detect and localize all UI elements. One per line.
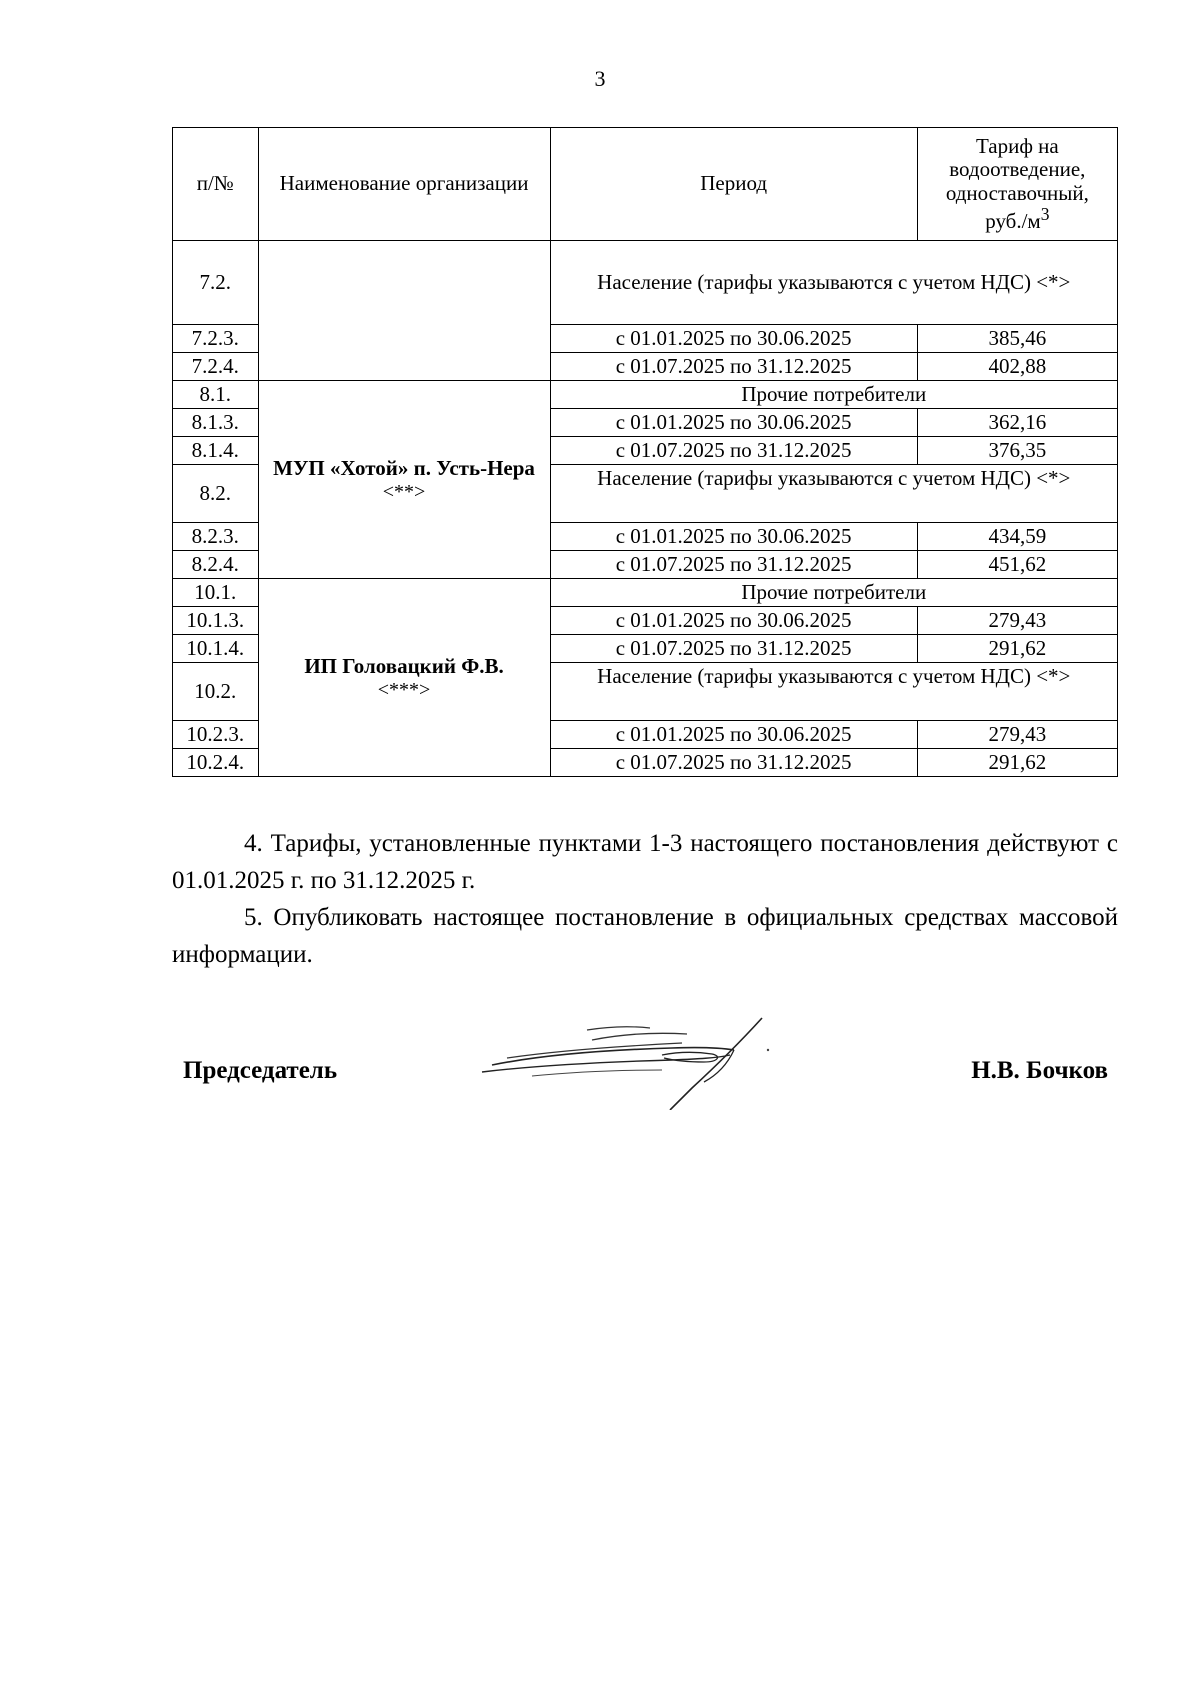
row-period: с 01.01.2025 по 30.06.2025 [550, 325, 917, 353]
row-num: 10.2. [173, 663, 259, 721]
row-period: с 01.07.2025 по 31.12.2025 [550, 353, 917, 381]
row-period: с 01.07.2025 по 31.12.2025 [550, 551, 917, 579]
row-tariff: 362,16 [917, 409, 1117, 437]
row-period: с 01.01.2025 по 30.06.2025 [550, 409, 917, 437]
table-row [173, 381, 1118, 409]
category-label: Население (тарифы указываются с учетом НДС) <*> [550, 241, 1117, 325]
row-tariff: 385,46 [917, 325, 1117, 353]
row-tariff: 291,62 [917, 749, 1117, 777]
org-cell-ip [258, 579, 550, 777]
row-num: 10.2.3. [173, 721, 259, 749]
row-num: 10.2.4. [173, 749, 259, 777]
handwritten-signature [472, 1010, 782, 1110]
table-row [173, 241, 1118, 325]
body-text [172, 825, 1118, 973]
row-num: 8.1.3. [173, 409, 259, 437]
row-num: 8.2.4. [173, 551, 259, 579]
category-label: Население (тарифы указываются с учетом НДС) <*> [550, 663, 1117, 721]
org-name: ИП Головацкий Ф.В. [304, 653, 504, 678]
org-name: МУП «Хотой» п. Усть-Нера [273, 455, 535, 480]
row-num: 7.2.4. [173, 353, 259, 381]
row-period: с 01.07.2025 по 31.12.2025 [550, 437, 917, 465]
category-label: Прочие потребители [550, 381, 1117, 409]
table-row [173, 579, 1118, 607]
row-tariff: 402,88 [917, 353, 1117, 381]
row-period: с 01.01.2025 по 30.06.2025 [550, 607, 917, 635]
tariff-table [172, 127, 1118, 777]
row-period: с 01.07.2025 по 31.12.2025 [550, 749, 917, 777]
header-tariff-unit-sup: 3 [1040, 203, 1050, 224]
category-label: Прочие потребители [550, 579, 1117, 607]
row-num: 10.1. [173, 579, 259, 607]
row-num: 8.2.3. [173, 523, 259, 551]
header-tariff [917, 128, 1117, 241]
paragraph-5: 5. Опубликовать настоящее постановление в официальных средствах массовой информации. [172, 904, 1118, 968]
header-tariff-line: одноставочный, [945, 180, 1089, 205]
row-tariff: 434,59 [917, 523, 1117, 551]
org-note: <***> [377, 679, 431, 702]
row-num: 10.1.4. [173, 635, 259, 663]
row-num: 10.1.3. [173, 607, 259, 635]
page-number: 3 [594, 66, 606, 91]
row-num: 8.1. [173, 381, 259, 409]
header-tariff-unit: руб./м [985, 208, 1041, 233]
header-org: Наименование организации [258, 128, 550, 241]
row-num: 8.1.4. [173, 437, 259, 465]
row-num: 8.2. [173, 465, 259, 523]
header-tariff-line: Тариф на [975, 134, 1059, 159]
row-tariff: 279,43 [917, 721, 1117, 749]
signatory-title: Председатель [183, 1057, 338, 1084]
row-period: с 01.01.2025 по 30.06.2025 [550, 721, 917, 749]
org-cell-mup [258, 381, 550, 579]
row-tariff: 376,35 [917, 437, 1117, 465]
row-tariff: 451,62 [917, 551, 1117, 579]
header-tariff-line: водоотведение, [949, 157, 1086, 182]
row-num: 7.2.3. [173, 325, 259, 353]
org-note: <**> [382, 481, 426, 504]
row-period: с 01.01.2025 по 30.06.2025 [550, 523, 917, 551]
header-period: Период [550, 128, 917, 241]
row-num: 7.2. [173, 241, 259, 325]
paragraph-4: 4. Тарифы, установленные пунктами 1-3 настоящего постановления действуют с 01.01.2025 г. по 31.12.2025 г. [172, 830, 1118, 894]
signatory-name: Н.В. Бочков [971, 1057, 1108, 1084]
row-tariff: 279,43 [917, 607, 1117, 635]
header-num: п/№ [173, 128, 259, 241]
row-period: с 01.07.2025 по 31.12.2025 [550, 635, 917, 663]
row-tariff: 291,62 [917, 635, 1117, 663]
org-cell-empty [258, 241, 550, 381]
table-header-row [173, 128, 1118, 241]
category-label: Население (тарифы указываются с учетом НДС) <*> [550, 465, 1117, 523]
